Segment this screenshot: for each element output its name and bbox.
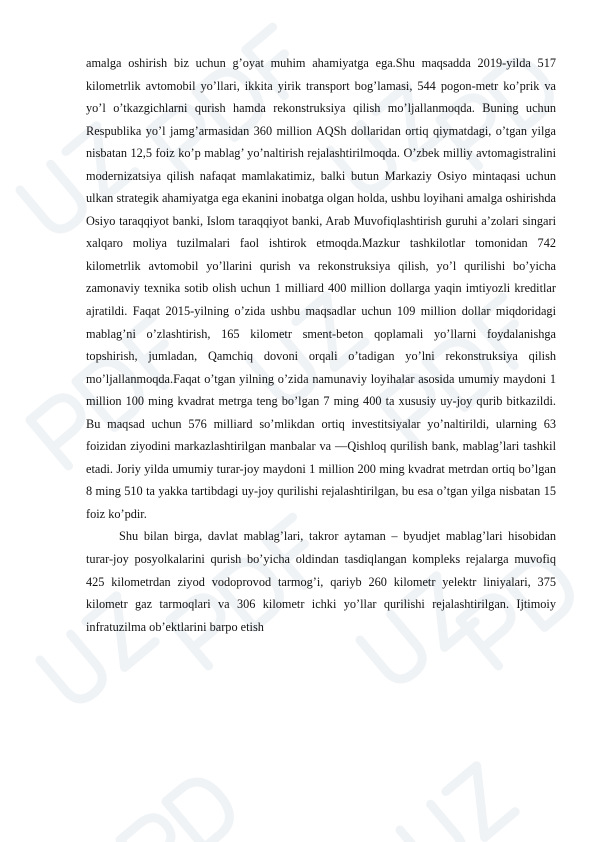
body-paragraph: amalga oshirish biz uchun g’oyat muhim ahamiyatga ega.Shu maqsadda 2019-yilda 517 kilometrlik avtomobil yo’llari, ikkita yirik transport bog’lamasi, 544 pogon-metr ko’prik va yo’l o’tkazgichlarni qurish hamda rekonstruksiya qilish mo’ljallanmoqda. Buning uchun Respublika yo’l jamg’armasidan 360 million AQSh dollaridan ortiq qiymatdagi, o’tgan yilga nisbatan 12,5 foiz ko’p mablag’ yo’naltirish rejalashtirilmoqda. O’zbek milliy avtomagistralini modernizatsiya qilish nafaqat mamlakatimiz, balki butun Markaziy Osiyo mintaqasi uchun ulkan strategik ahamiyatga ega ekanini inobatga olgan holda, ushbu loyihani amalga oshirishda Osiyo taraqqiyot banki, Islom taraqqiyot banki, Arab Muvofiqlashtirish guruhi a’zolari singari xalqaro moliya tuzilmalari faol ishtirok etmoqda.Mazkur tashkilotlar tomonidan 742 kilometrlik avtomobil yo’llarini qurish va rekonstruksiya qilish, yo’l qurilishi bo’yicha zamonaviy texnika sotib olish uchun 1 milliard 400 million dollarga yaqin imtiyozli kreditlar ajratildi. Faqat 2015-yilning o’zida ushbu maqsadlar uchun 109 million dollar miqdoridagi mablag’ni o’zlashtirish, 165 kilometr sment-beton qoplamali yo’llarni foydalanishga topshirish, jumladan, Qamchiq dovoni orqali o’tadigan yo’lni rekonstruksiya qilish mo’ljallanmoqda.Faqat o’tgan yilning o’zida namunaviy loyihalar asosida umumiy maydoni 1 million 100 ming kvadrat metrga teng bo’lgan 7 ming 400 ta xususiy uy-joy qurib bitkazildi. Bu maqsad uchun 576 milliard so’mlikdan ortiq investitsiyalar yo’naltirildi, ularning 63 foizidan ziyodini markazlashtirilgan manbalar va ―Qishloq qurilish bank, mablag’lari tashkil etadi. Joriy yilda umumiy turar-joy maydoni 1 million 200 ming kvadrat metrdan ortiq bo’lgan 8 ming 510 ta yakka tartibdagi uy-joy qurilishi rejalashtirilgan, bu esa o’tgan yilga nisbatan 15 foiz ko’pdir.: [86, 56, 556, 521]
body-paragraph: Shu bilan birga, davlat mablag’lari, takror aytaman – byudjet mablag’lari hisobidan turar-joy posyolkalarini qurish bo’yicha oldindan tasdiqlangan kompleks rejalarga muvofiq 425 kilometrdan ziyod vodoprovod tarmog’i, qariyb 260 kilometr yelektr liniyalari, 375 kilometr gaz tarmoqlari va 306 kilometr ichki yo’llar qurilishi rejalashtirilgan. Ijtimoiy infratuzilma ob’ektlarini barpo etish: [86, 529, 556, 634]
document-page: [86, 52, 556, 638]
